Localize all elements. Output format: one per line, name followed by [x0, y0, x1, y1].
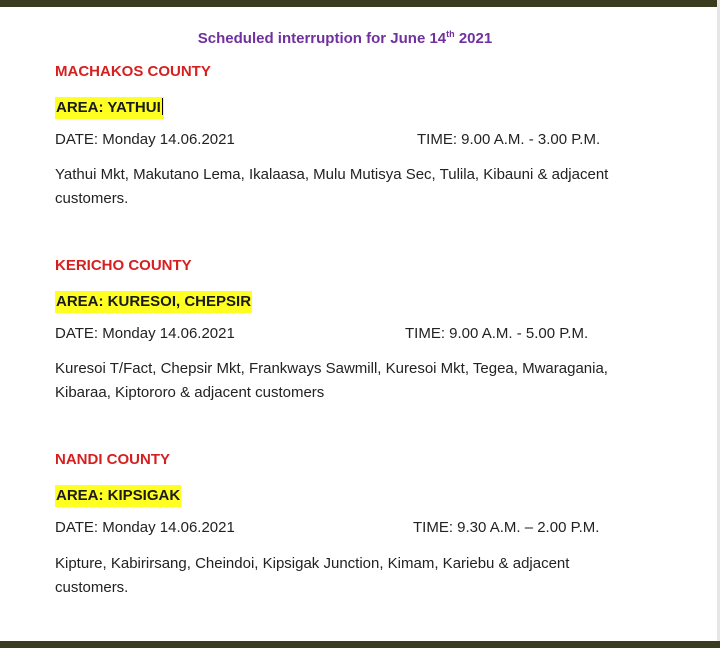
description-kericho: Kuresoi T/Fact, Chepsir Mkt, Frankways Sawmill, Kuresoi Mkt, Tegea, Mwaragania, Kibaraa, Kiptororo & adjacent customers	[55, 360, 608, 401]
area-heading-yathui[interactable]	[55, 97, 164, 119]
county-heading-nandi: NANDI COUNTY	[55, 451, 170, 468]
title-superscript: th	[446, 29, 455, 39]
county-heading-machakos: MACHAKOS COUNTY	[55, 63, 211, 80]
title-year: 2021	[454, 30, 493, 47]
text-cursor	[162, 98, 163, 115]
area-heading-kuresoi: AREA: KURESOI, CHEPSIR	[55, 291, 252, 313]
date-machakos: DATE: Monday 14.06.2021	[55, 131, 235, 148]
date-kericho: DATE: Monday 14.06.2021	[55, 325, 235, 342]
time-kericho: TIME: 9.00 A.M. - 5.00 P.M.	[405, 325, 589, 342]
top-border	[0, 0, 720, 7]
title-text: Scheduled interruption for June 14	[197, 30, 447, 47]
document-title	[0, 29, 690, 47]
date-nandi: DATE: Monday 14.06.2021	[55, 519, 235, 536]
area-label: AREA: YATHUI	[56, 99, 161, 116]
time-machakos: TIME: 9.00 A.M. - 3.00 P.M.	[417, 131, 601, 148]
time-nandi: TIME: 9.30 A.M. – 2.00 P.M.	[413, 519, 600, 536]
area-heading-kipsigak: AREA: KIPSIGAK	[55, 485, 181, 507]
county-heading-kericho: KERICHO COUNTY	[55, 257, 192, 274]
bottom-border	[0, 641, 720, 648]
description-machakos: Yathui Mkt, Makutano Lema, Ikalaasa, Mulu Mutisya Sec, Tulila, Kibauni & adjacent customers.	[55, 166, 609, 207]
description-nandi: Kipture, Kabirirsang, Cheindoi, Kipsigak Junction, Kimam, Kariebu & adjacent customers.	[55, 555, 570, 596]
